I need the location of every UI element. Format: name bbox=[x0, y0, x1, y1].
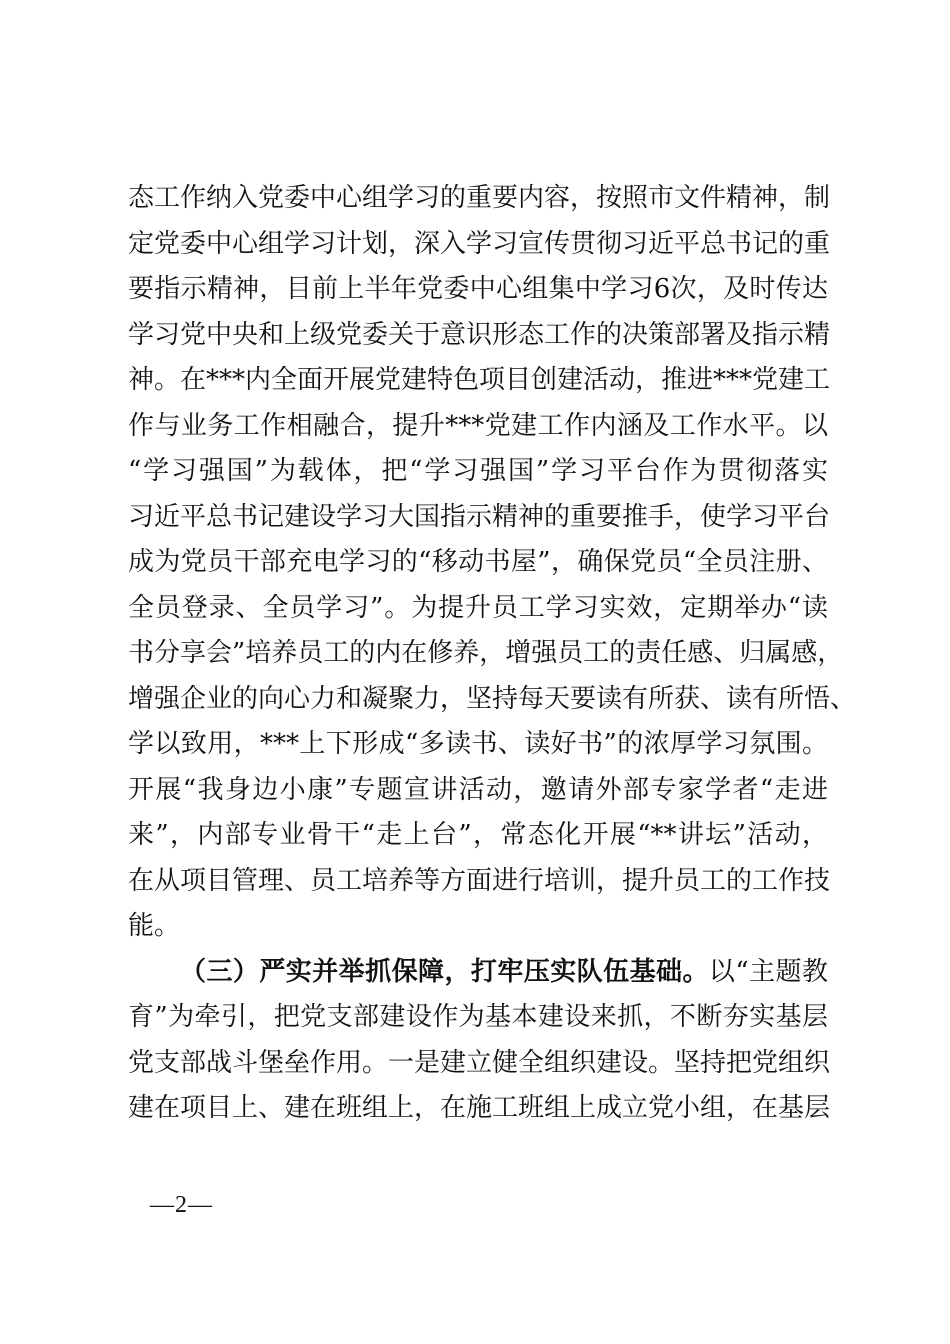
section-3-first-line-rest: 以“主题教 bbox=[708, 956, 828, 987]
text-line-12: 增强企业的向心力和凝聚力，坚持每天要读有所获、读有所悟、 bbox=[128, 683, 857, 714]
text-line-4: 学习党中央和上级党委关于意识形态工作的决策部署及指示精 bbox=[128, 319, 831, 350]
text-line-16: 在从项目管理、员工培养等方面进行培训，提升员工的工作技 bbox=[128, 865, 831, 896]
section-3-first-line bbox=[128, 950, 828, 996]
text-line-15: 来”，内部专业骨干“走上台”，常态化开展“**讲坛”活动， bbox=[128, 820, 828, 850]
text-line-7: “学习强国”为载体，把“学习强国”学习平台作为贯彻落实 bbox=[128, 456, 828, 486]
section-3-line-4: 建在项目上、建在班组上，在施工班组上成立党小组，在基层 bbox=[128, 1093, 831, 1123]
text-line-8: 习近平总书记建设学习大国指示精神的重要推手，使学习平台 bbox=[128, 501, 831, 532]
document-body bbox=[128, 176, 857, 1132]
text-line-2: 定党委中心组学习计划，深入学习宣传贯彻习近平总书记的重 bbox=[128, 228, 831, 259]
section-3-line-2: 育”为牵引，把党支部建设作为基本建设来抓，不断夯实基层 bbox=[128, 1002, 828, 1032]
text-line-10: 全员登录、全员学习”。为提升员工学习实效，定期举办“读 bbox=[128, 592, 828, 623]
text-line-9: 成为党员干部充电学习的“移动书屋”，确保党员“全员注册、 bbox=[128, 547, 828, 577]
text-line-11: 书分享会”培养员工的内在修养，增强员工的责任感、归属感， bbox=[128, 638, 844, 668]
text-line-17: 能。 bbox=[128, 911, 181, 941]
section-3-line-3: 党支部战斗堡垒作用。一是建立健全组织建设。坚持把党组织 bbox=[128, 1047, 831, 1078]
text-line-14: 开展“我身边小康”专题宣讲活动，邀请外部专家学者“走进 bbox=[128, 774, 828, 805]
text-line-13: 学以致用，***上下形成“多读书、读好书”的浓厚学习氛围。 bbox=[128, 729, 828, 759]
page-number: —2— bbox=[150, 1192, 213, 1218]
text-line-1: 态工作纳入党委中心组学习的重要内容，按照市文件精神，制 bbox=[128, 183, 831, 213]
text-line-5: 神。在***内全面开展党建特色项目创建活动，推进***党建工 bbox=[128, 365, 831, 395]
section-3-heading: （三）严实并举抓保障，打牢压实队伍基础。 bbox=[180, 956, 709, 987]
text-line-3: 要指示精神，目前上半年党委中心组集中学习6次，及时传达 bbox=[128, 274, 828, 304]
text-line-6: 作与业务工作相融合，提升***党建工作内涵及工作水平。以 bbox=[128, 410, 828, 441]
